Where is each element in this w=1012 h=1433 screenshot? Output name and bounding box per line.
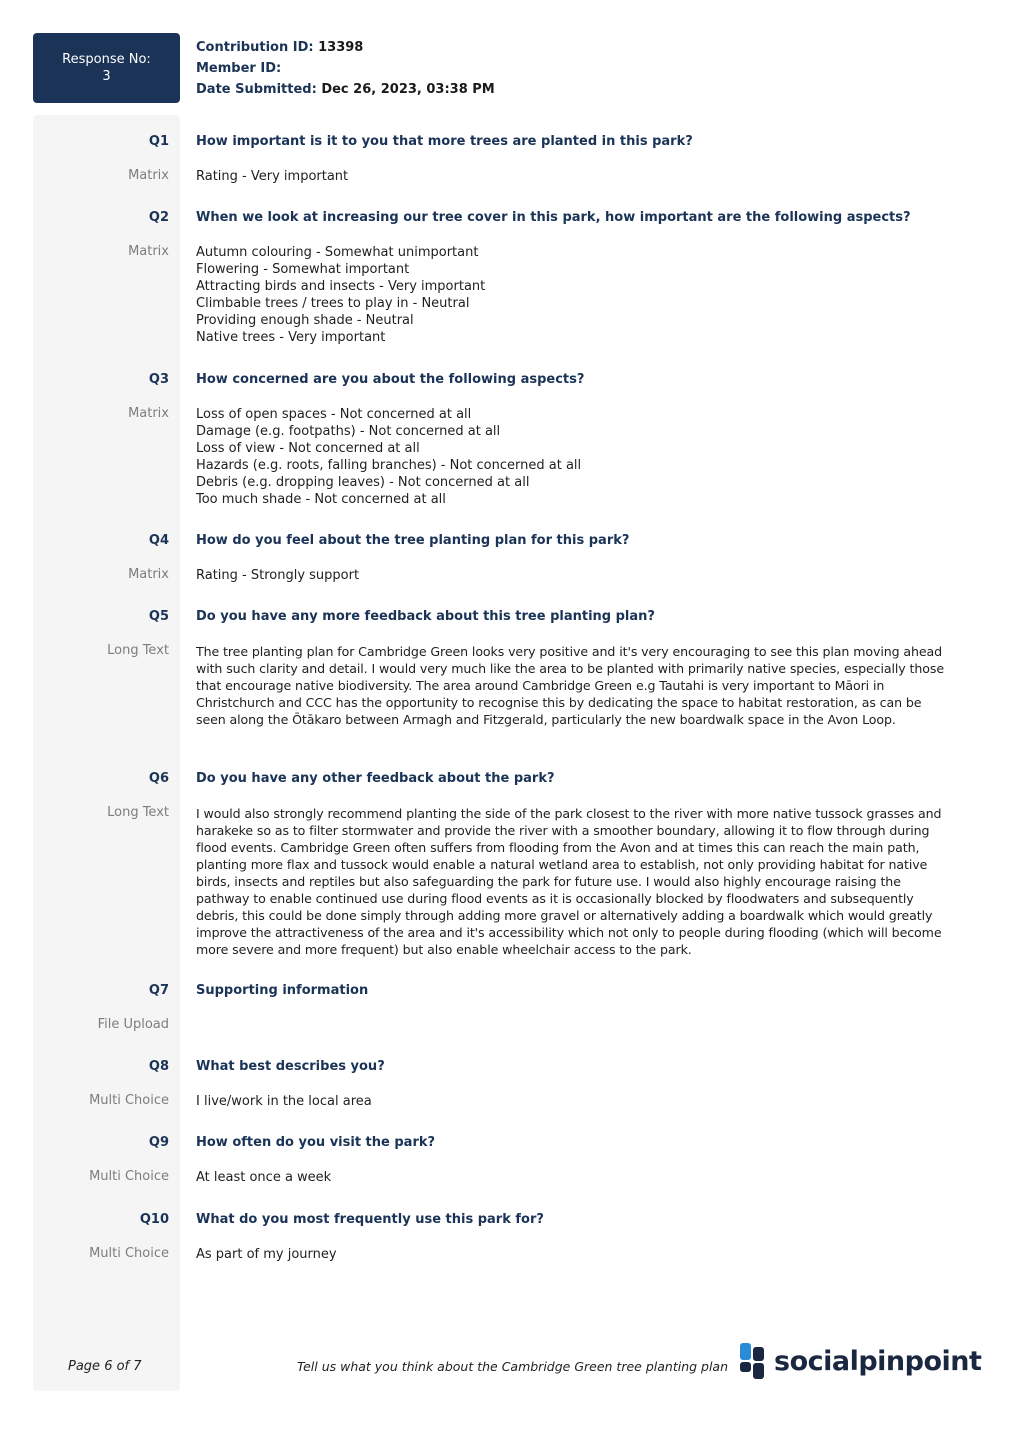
question-text: How often do you visit the park?: [196, 1135, 436, 1150]
answer: [196, 168, 948, 185]
answer: [196, 1169, 948, 1186]
answer-line: Flowering - Somewhat important: [196, 262, 410, 277]
question-type: Matrix: [128, 567, 169, 582]
answer: [196, 244, 948, 346]
answer-line: Debris (e.g. dropping leaves) - Not concerned at all: [196, 475, 530, 490]
question-text: How important is it to you that more trees are planted in this park?: [196, 134, 693, 149]
answer-paragraph: I would also strongly recommend planting the side of the park closest to the river with more native tussock grasses and harakeke so as to filter stormwater and provide the river with a smoother boundary, allowing it to flow through during flood events. Cambridge Green often suffers from flooding from the Avon and at times this can reach the main path, planting more flax and tussock would enable a natural wetland area to establish, not only providing habitat for native birds, insects and reptiles but also safeguarding the park for future use. I would also highly encourage raising the pathway to enable continued use during flood events as it is occasionally blocked by floodwaters and subsequently debris, this could be done simply through adding more gravel or alternatively adding a boardwalk which would greatly improve the attractiveness of the area and it's accessibility which not only to people during flooding (which will become more severe and more frequent) but also enable wheelchair access to the park.: [196, 806, 942, 957]
answer-line: Loss of open spaces - Not concerned at all: [196, 407, 472, 422]
question-type: Multi Choice: [89, 1093, 169, 1108]
question-type: Long Text: [107, 805, 169, 820]
question-number: Q9: [148, 1135, 169, 1150]
question-number: Q8: [148, 1059, 169, 1074]
answer-line: Providing enough shade - Neutral: [196, 313, 414, 328]
survey-title: Tell us what you think about the Cambridge Green tree planting plan: [297, 1359, 729, 1374]
question-text: Do you have any more feedback about this tree planting plan?: [196, 609, 655, 624]
answer: [196, 1093, 948, 1110]
question-number: Q4: [148, 533, 169, 548]
answer-line: Damage (e.g. footpaths) - Not concerned at all: [196, 424, 501, 439]
question-text: What best describes you?: [196, 1059, 385, 1074]
response-label: Response No:: [62, 52, 151, 67]
answer-line: Native trees - Very important: [196, 330, 386, 345]
question-text: Do you have any other feedback about the park?: [196, 771, 555, 786]
page-number: Page 6 of 7: [68, 1359, 142, 1374]
question-number: Q3: [148, 372, 169, 387]
question-number: Q10: [139, 1212, 169, 1227]
answer-line: Climbable trees / trees to play in - Neutral: [196, 296, 470, 311]
answer-line: At least once a week: [196, 1170, 332, 1185]
answer-paragraph: The tree planting plan for Cambridge Green looks very positive and it's very encouraging to see this plan moving ahead with such clarity and detail. I would very much like the area to be planted with primarily native species, especially those that encourage native biodiversity. The area around Cambridge Green e.g Tautahi is very important to Māori in Christchurch and CCC has the opportunity to recognise this by dedicating the space to habitat restoration, as can be seen along the Ōtākaro between Armagh and Fitzgerald, particularly the new boardwalk space in the Avon Loop.: [196, 644, 944, 727]
date-submitted-value: Dec 26, 2023, 03:38 PM: [321, 82, 495, 97]
question-type: Multi Choice: [89, 1246, 169, 1261]
response-number-box: [33, 33, 180, 103]
answer-line: As part of my journey: [196, 1247, 337, 1262]
question-text: What do you most frequently use this park for?: [196, 1212, 544, 1227]
question-number: Q6: [148, 771, 169, 786]
member-id-label: Member ID:: [196, 61, 282, 76]
brand-logo: [740, 1343, 981, 1379]
question-text: How do you feel about the tree planting plan for this park?: [196, 533, 630, 548]
answer-line: Loss of view - Not concerned at all: [196, 441, 420, 456]
question-number: Q5: [148, 609, 169, 624]
contribution-id-value: 13398: [318, 40, 364, 55]
submission-meta: [196, 37, 495, 100]
answer-line: Rating - Strongly support: [196, 568, 360, 583]
answer-line: Too much shade - Not concerned at all: [196, 492, 446, 507]
contribution-id-label: Contribution ID:: [196, 40, 314, 55]
question-type: Matrix: [128, 406, 169, 421]
question-text: When we look at increasing our tree cover in this park, how important are the following aspects?: [196, 210, 911, 225]
response-number: 3: [102, 69, 111, 84]
question-type: Long Text: [107, 643, 169, 658]
answer-line: I live/work in the local area: [196, 1094, 372, 1109]
answer-line: Attracting birds and insects - Very important: [196, 279, 486, 294]
question-text: How concerned are you about the following aspects?: [196, 372, 585, 387]
question-type: File Upload: [97, 1017, 169, 1032]
answer: [196, 643, 948, 728]
answer-line: Autumn colouring - Somewhat unimportant: [196, 245, 479, 260]
question-type: Multi Choice: [89, 1169, 169, 1184]
question-number: Q7: [148, 983, 169, 998]
question-number: Q2: [148, 210, 169, 225]
question-sidebar: [33, 115, 180, 1391]
brand-name: socialpinpoint: [774, 1345, 982, 1377]
question-text: Supporting information: [196, 983, 369, 998]
question-type: Matrix: [128, 244, 169, 259]
socialpinpoint-logo-icon: [740, 1343, 766, 1379]
answer-line: Hazards (e.g. roots, falling branches) - Not concerned at all: [196, 458, 582, 473]
answer: [196, 805, 948, 958]
answer: [196, 406, 948, 508]
question-type: Matrix: [128, 168, 169, 183]
question-number: Q1: [148, 134, 169, 149]
date-submitted-label: Date Submitted:: [196, 82, 317, 97]
answer: [196, 567, 948, 584]
answer: [196, 1246, 948, 1263]
answer-line: Rating - Very important: [196, 169, 349, 184]
